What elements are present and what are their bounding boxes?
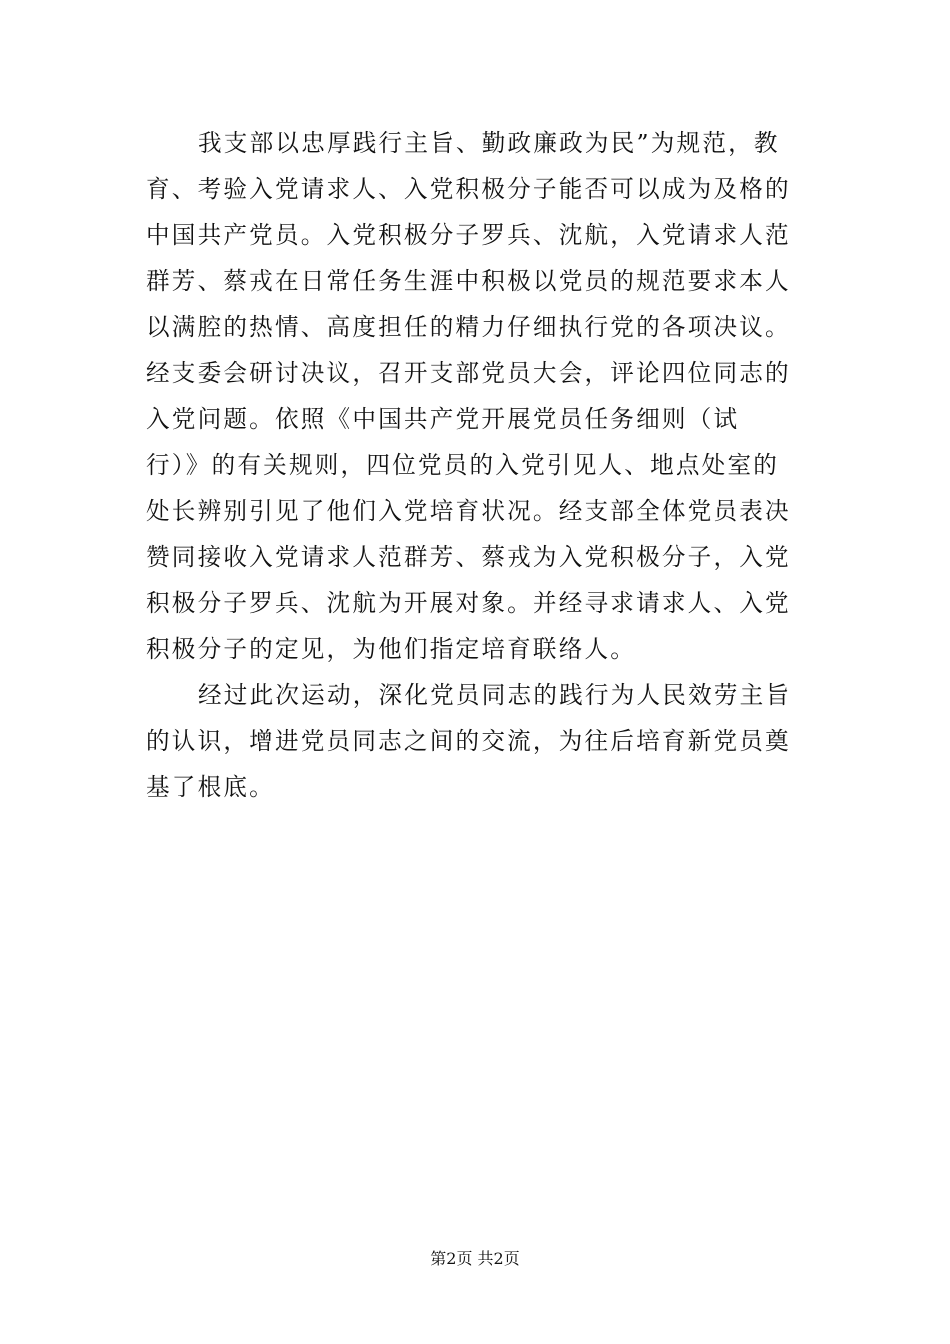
text-line: 我支部以忠厚践行主旨、勤政廉政为民”为规范，教	[198, 129, 780, 157]
paragraph-1	[146, 120, 806, 672]
text-line: 入党问题。依照《中国共产党开展党员任务细则（试	[146, 405, 740, 433]
text-line: 以满腔的热情、高度担任的精力仔细执行党的各项决议。	[146, 313, 791, 341]
page-number-label: 第2页 共2页	[430, 1249, 520, 1268]
text-line: 中国共产党员。入党积极分子罗兵、沈航，入党请求人范	[146, 221, 791, 249]
text-line: 的认识，增进党员同志之间的交流，为往后培育新党员奠	[146, 727, 791, 755]
text-line: 经过此次运动，深化党员同志的践行为人民效劳主旨	[198, 681, 792, 709]
paragraph-2	[146, 672, 806, 810]
text-line: 赞同接收入党请求人范群芳、蔡戎为入党积极分子，入党	[146, 543, 791, 571]
text-line: 基了根底。	[146, 773, 275, 801]
page-footer	[0, 1248, 950, 1270]
text-line: 处长辨别引见了他们入党培育状况。经支部全体党员表决	[146, 497, 791, 525]
text-line: 经支委会研讨决议，召开支部党员大会，评论四位同志的	[146, 359, 791, 387]
text-line: 育、考验入党请求人、入党积极分子能否可以成为及格的	[146, 175, 791, 203]
text-line: 积极分子的定见，为他们指定培育联络人。	[146, 635, 637, 663]
document-body	[146, 120, 806, 810]
text-line: 积极分子罗兵、沈航为开展对象。并经寻求请求人、入党	[146, 589, 791, 617]
text-line: 行）》的有关规则，四位党员的入党引见人、地点处室的	[146, 451, 780, 479]
text-line: 群芳、蔡戎在日常任务生涯中积极以党员的规范要求本人	[146, 267, 791, 295]
